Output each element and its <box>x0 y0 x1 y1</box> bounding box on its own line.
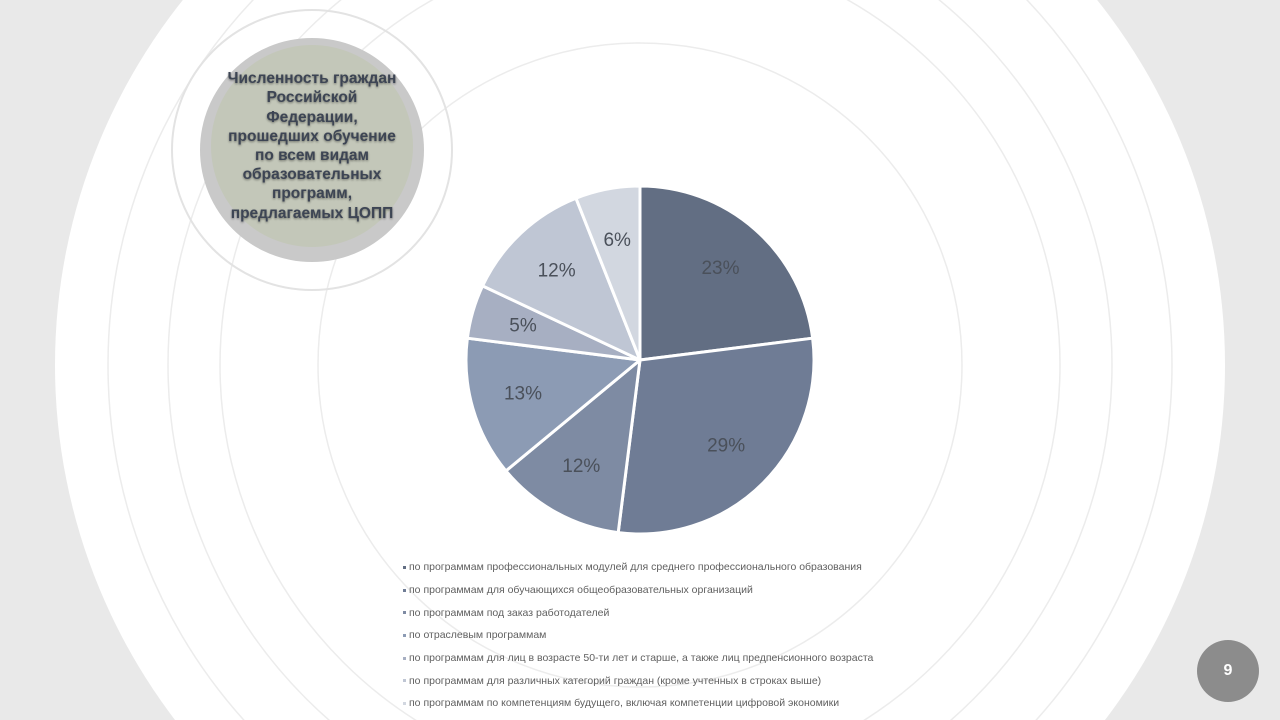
legend-marker-6 <box>403 679 406 682</box>
chart-legend <box>403 556 873 715</box>
pie-data-label-3: 12% <box>562 456 601 478</box>
legend-item-3 <box>403 601 873 624</box>
legend-label-2: по программам для обучающихся общеобразовательных организаций <box>409 584 753 597</box>
pie-data-label-1: 23% <box>701 258 740 280</box>
pie-data-label-6: 12% <box>537 260 576 282</box>
legend-label-1: по программам профессиональных модулей для среднего профессионального образования <box>409 561 862 574</box>
legend-item-2 <box>403 579 873 602</box>
page-number: 9 <box>1197 640 1259 702</box>
legend-marker-4 <box>403 634 406 637</box>
pie-data-label-4: 13% <box>503 383 543 405</box>
legend-item-6 <box>403 669 873 692</box>
legend-label-7: по программам по компетенциям будущего, включая компетенции цифровой экономики <box>409 697 840 710</box>
legend-marker-1 <box>403 566 406 569</box>
legend-label-5: по программам для лиц в возрасте 50-ти лет и старше, а также лиц предпенсионного возраста <box>409 652 874 665</box>
legend-item-5 <box>403 647 873 670</box>
legend-label-6: по программам для различных категорий граждан (кроме учтенных в строках выше) <box>409 674 822 687</box>
pie-data-label-7: 6% <box>603 229 631 251</box>
legend-item-4 <box>403 624 873 647</box>
pie-data-label-2: 29% <box>707 435 746 457</box>
legend-item-1 <box>403 556 873 579</box>
slide-title: Численность граждан Российской Федерации, прошедших обучение по всем видам образовательных программ, предлагаемых ЦОПП <box>227 70 397 222</box>
legend-marker-7 <box>403 702 406 705</box>
pie-data-label-5: 5% <box>509 315 537 337</box>
legend-marker-5 <box>403 657 406 660</box>
legend-item-7 <box>403 692 873 715</box>
legend-label-3: по программам под заказ работодателей <box>409 606 610 619</box>
legend-marker-2 <box>403 589 406 592</box>
legend-marker-3 <box>403 611 406 614</box>
legend-label-4: по отраслевым программам <box>409 629 547 642</box>
